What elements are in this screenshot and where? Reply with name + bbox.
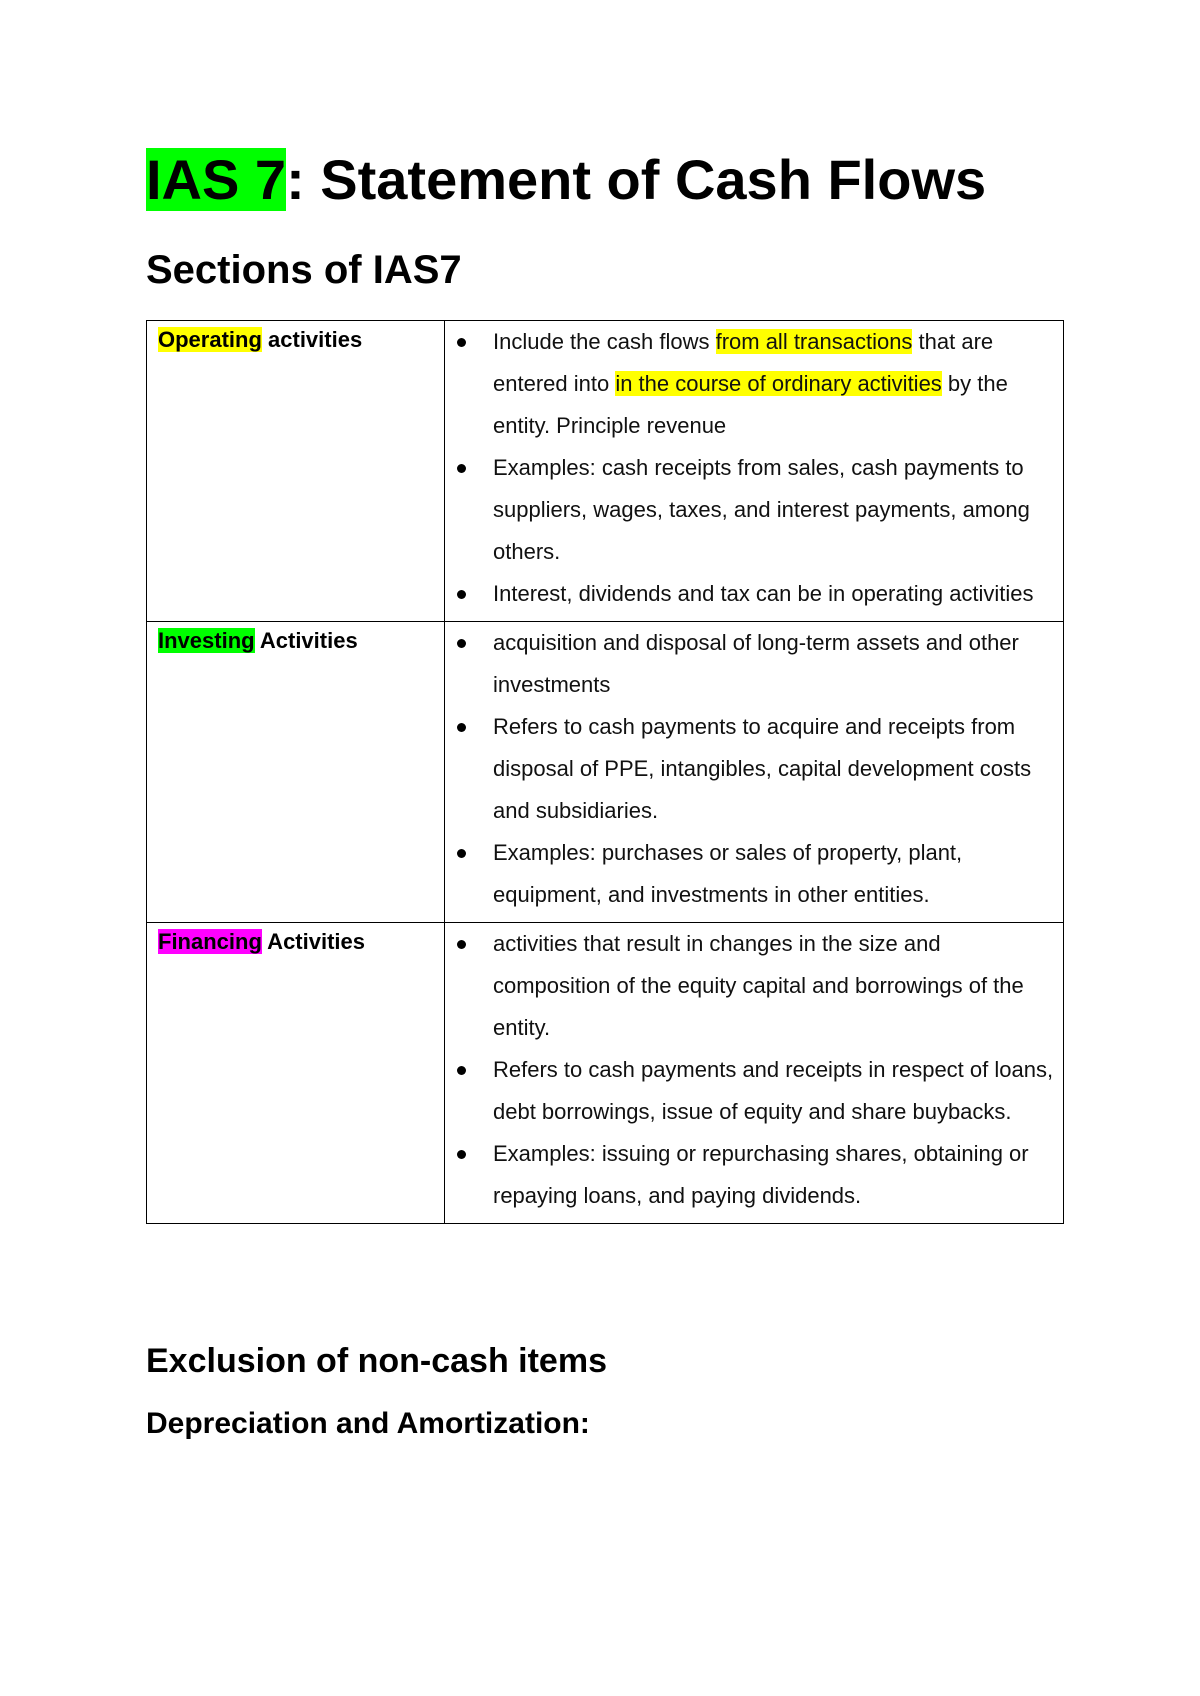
list-item: [445, 923, 1055, 1049]
list-item: [445, 573, 1055, 615]
highlighted-text: in the course of ordinary activities: [615, 371, 942, 396]
activity-label-highlight: Investing: [158, 628, 255, 653]
bullet-text: that are entered into: [493, 329, 994, 396]
highlighted-text: from all transactions: [715, 329, 913, 354]
bullet-icon: [457, 1066, 466, 1075]
list-item: [445, 447, 1055, 573]
bullet-icon: [457, 464, 466, 473]
activity-label-cell: [147, 923, 445, 1224]
bullet-icon: [457, 723, 466, 732]
document-title: [146, 146, 986, 214]
sections-table: [146, 320, 1064, 1224]
activity-description-cell: [445, 622, 1064, 923]
title-rest: : Statement of Cash Flows: [286, 148, 987, 211]
title-highlight: IAS 7: [146, 148, 287, 211]
bullet-text: Refers to cash payments and receipts in respect of loans, debt borrowings, issue of equity and share buybacks.: [493, 1057, 1054, 1124]
activity-label-rest: Activities: [254, 628, 358, 653]
bullet-text: Examples: purchases or sales of property, plant, equipment, and investments in other entities.: [493, 840, 963, 907]
sections-table-body: [147, 321, 1064, 1224]
bullet-icon: [457, 940, 466, 949]
bullet-text: Refers to cash payments to acquire and receipts from disposal of PPE, intangibles, capital development costs and subsidiaries.: [493, 714, 1032, 823]
bullet-list: [445, 622, 1055, 916]
bullet-text: Examples: issuing or repurchasing shares, obtaining or repaying loans, and paying dividends.: [493, 1141, 1029, 1208]
bullet-text: Include the cash flows: [493, 329, 716, 354]
list-item: [445, 832, 1055, 916]
activity-label-rest: activities: [261, 327, 363, 352]
table-row: [147, 923, 1064, 1224]
bullet-list: [445, 321, 1055, 615]
list-item: [445, 622, 1055, 706]
list-item: [445, 706, 1055, 832]
bullet-list: [445, 923, 1055, 1217]
table-row: [147, 321, 1064, 622]
list-item: [445, 1049, 1055, 1133]
activity-description-cell: [445, 923, 1064, 1224]
bullet-icon: [457, 1150, 466, 1159]
list-item: [445, 321, 1055, 447]
depreciation-heading: Depreciation and Amortization:: [146, 1407, 590, 1440]
activity-label-cell: [147, 622, 445, 923]
bullet-icon: [457, 849, 466, 858]
activity-label-highlight: Operating: [158, 327, 262, 352]
bullet-text: acquisition and disposal of long-term assets and other investments: [493, 630, 1019, 697]
bullet-icon: [457, 338, 466, 347]
activity-label-rest: Activities: [261, 929, 366, 954]
list-item: [445, 1133, 1055, 1217]
bullet-text: activities that result in changes in the size and composition of the equity capital and borrowings of the entity.: [493, 931, 1024, 1040]
sections-heading: Sections of IAS7: [146, 248, 462, 292]
activity-label-highlight: Financing: [158, 929, 262, 954]
exclusion-heading: Exclusion of non-cash items: [146, 1342, 607, 1380]
bullet-text: Interest, dividends and tax can be in operating activities: [493, 581, 1034, 606]
bullet-text: by the entity. Principle revenue: [493, 371, 1008, 438]
activity-label-cell: [147, 321, 445, 622]
bullet-icon: [457, 590, 466, 599]
bullet-icon: [457, 639, 466, 648]
activity-description-cell: [445, 321, 1064, 622]
bullet-text: Examples: cash receipts from sales, cash payments to suppliers, wages, taxes, and interest payments, among others.: [493, 455, 1030, 564]
table-row: [147, 622, 1064, 923]
